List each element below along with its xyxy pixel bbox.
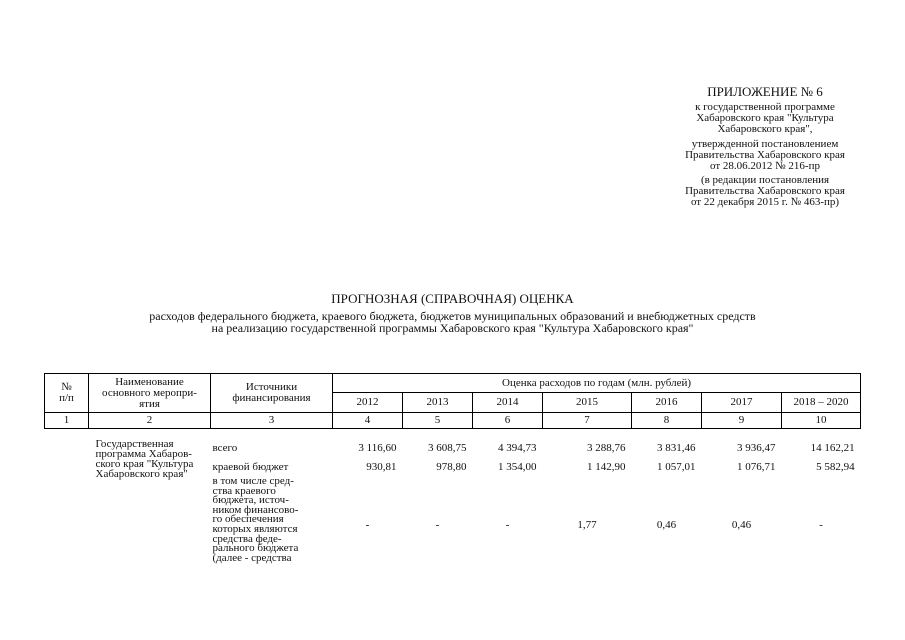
budget-estimate-table: [44, 373, 861, 573]
appendix-line: Хабаровского края",: [717, 123, 813, 135]
header-estimate: Оценка расходов по годам (млн. рублей): [333, 374, 861, 393]
header-year: 2016: [632, 393, 702, 413]
program-name-line: ского края "Культура: [95, 458, 194, 470]
source-line: рального бюджета: [212, 542, 299, 555]
column-index: 5: [403, 413, 473, 429]
header-year: 2018 – 2020: [782, 393, 861, 413]
row-number: [45, 439, 89, 458]
header-number-line: №: [61, 381, 72, 393]
value-cell: -: [365, 518, 370, 531]
value-cell: 1 142,90: [587, 461, 626, 473]
source-total: всего: [212, 442, 238, 454]
document-subtitle-line-1: расходов федерального бюджета, краевого бюджета, бюджетов муниципальных образований и внебюджетных средств: [149, 309, 756, 323]
value-cell: 4 394,73: [498, 442, 537, 454]
source-line: (далее - средства: [212, 551, 292, 564]
value-cell: 3 831,46: [657, 442, 696, 454]
value-cell: 1 057,01: [657, 461, 696, 473]
document-title: ПРОГНОЗНАЯ (СПРАВОЧНАЯ) ОЦЕНКА: [331, 291, 574, 306]
row-number: [45, 458, 89, 477]
value-cell: 3 936,47: [737, 442, 776, 454]
source-federal-transfers: [211, 477, 333, 573]
column-index: 9: [702, 413, 782, 429]
program-name-line: программа Хабаров-: [95, 448, 192, 460]
column-index: 7: [543, 413, 632, 429]
value-cell: 14 162,21: [810, 442, 855, 454]
column-index: 3: [211, 413, 333, 429]
value-cell: 930,81: [366, 461, 397, 473]
value-cell: -: [505, 518, 510, 531]
value-cell: 978,80: [436, 461, 467, 473]
appendix-block: [640, 84, 890, 208]
value-cell: 1,77: [577, 518, 597, 531]
header-year: 2013: [403, 393, 473, 413]
column-index: 10: [782, 413, 861, 429]
source-regional-budget: краевой бюджет: [212, 461, 289, 473]
source-line: ства краевого: [212, 484, 276, 497]
header-name-line: ятия: [139, 397, 160, 410]
value-cell: 5 582,94: [816, 461, 855, 473]
value-cell: 1 354,00: [498, 461, 537, 473]
header-year: 2015: [543, 393, 632, 413]
value-cell: 3 288,76: [587, 442, 626, 454]
value-cell: 0,46: [731, 518, 752, 531]
value-cell: 1 076,71: [737, 461, 776, 473]
column-index: 4: [333, 413, 403, 429]
header-number: [45, 374, 89, 413]
column-index: 2: [89, 413, 211, 429]
appendix-line: Правительства Хабаровского края: [685, 149, 845, 161]
header-name: [89, 374, 211, 413]
header-name-line: Наименование: [115, 375, 184, 388]
column-index: 6: [473, 413, 543, 429]
program-name: [89, 439, 211, 573]
header-source-line: Источники: [245, 381, 298, 393]
appendix-line: к государственной программе: [695, 101, 835, 113]
source-line: которых являются: [212, 522, 298, 535]
source-line: средства феде-: [212, 532, 282, 545]
header-year: 2014: [473, 393, 543, 413]
header-year: 2012: [333, 393, 403, 413]
header-year: 2017: [702, 393, 782, 413]
appendix-line: утвержденной постановлением: [691, 138, 839, 150]
row-number: [45, 477, 89, 573]
document-subtitle-line-2: на реализацию государственной программы Хабаровского края "Культура Хабаровского края": [211, 321, 694, 335]
header-number-line: п/п: [59, 392, 74, 404]
document-heading: [0, 291, 905, 334]
source-line: бюджета, источ-: [212, 494, 289, 507]
appendix-line: Хабаровского края "Культура: [696, 112, 834, 124]
value-cell: 3 608,75: [428, 442, 467, 454]
table-row: [45, 439, 861, 458]
appendix-line: от 22 декабря 2015 г. № 463-пр): [690, 196, 840, 208]
column-index-row: [45, 413, 861, 429]
appendix-line: Правительства Хабаровского края: [685, 185, 845, 197]
value-cell: -: [819, 518, 823, 531]
program-name-line: Хабаровского края": [95, 468, 188, 480]
program-name-line: Государственная: [95, 438, 174, 450]
appendix-title: ПРИЛОЖЕНИЕ № 6: [707, 84, 823, 99]
source-line: го обеспечения: [212, 513, 284, 526]
value-cell: 3 116,60: [358, 442, 397, 454]
source-line: ником финансово-: [212, 503, 299, 516]
column-index: 8: [632, 413, 702, 429]
appendix-line: от 28.06.2012 № 216-пр: [710, 160, 820, 172]
appendix-line: (в редакции постановления: [700, 174, 830, 186]
value-cell: -: [435, 518, 440, 531]
header-name-line: основного меропри-: [102, 386, 197, 399]
value-cell: 0,46: [656, 518, 677, 531]
header-source-line: финансирования: [232, 392, 311, 404]
source-line: в том числе сред-: [212, 475, 294, 487]
header-source: [211, 374, 333, 413]
column-index: 1: [45, 413, 89, 429]
